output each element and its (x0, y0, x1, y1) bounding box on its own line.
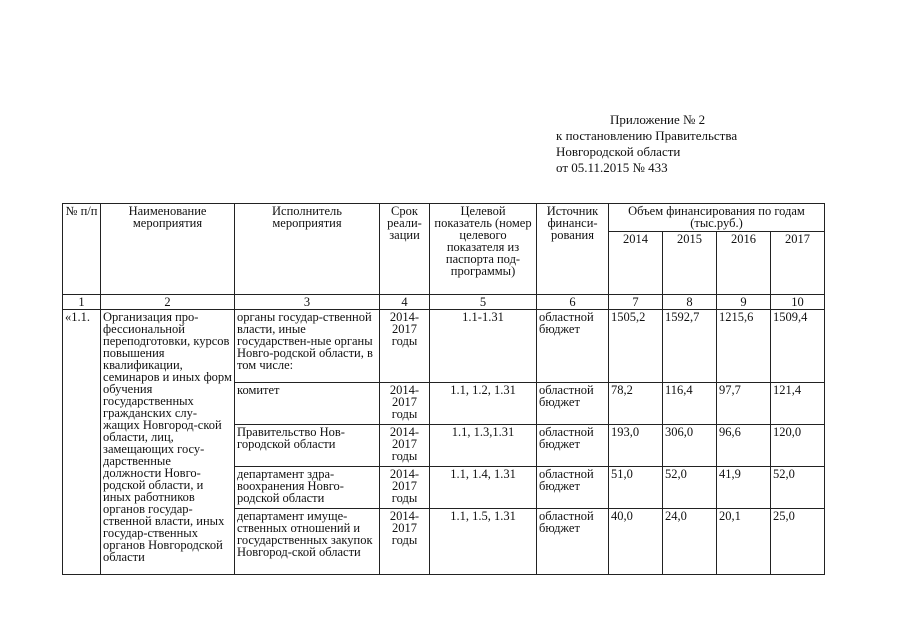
row-2016: 20,1 (717, 509, 771, 575)
appendix-region: Новгородской области (556, 144, 681, 159)
row-term: 2014-2017 годы (380, 509, 430, 575)
column-number: 9 (717, 295, 771, 310)
row-executor: департамент здра-воохранения Новго-родской области (235, 467, 380, 509)
row-2014: 78,2 (609, 383, 663, 425)
header-executor: Исполнитель мероприятия (235, 204, 380, 295)
row-2017: 25,0 (771, 509, 825, 575)
row-2017: 1509,4 (771, 310, 825, 383)
row-executor: департамент имуще-ственных отношений и государственных закупок Новгород-ской области (235, 509, 380, 575)
header-year-2015: 2015 (663, 232, 717, 295)
row-2016: 1215,6 (717, 310, 771, 383)
row-source: областной бюджет (537, 425, 609, 467)
row-2016: 41,9 (717, 467, 771, 509)
row-term: 2014-2017 годы (380, 310, 430, 383)
row-executor: Правительство Нов-городской области (235, 425, 380, 467)
column-number: 10 (771, 295, 825, 310)
row-term: 2014-2017 годы (380, 467, 430, 509)
appendix-date: от 05.11.2015 № 433 (556, 160, 668, 175)
row-source: областной бюджет (537, 509, 609, 575)
row-2015: 306,0 (663, 425, 717, 467)
header-indicator: Целевой показатель (номер целевого показателя из паспорта под-программы) (430, 204, 537, 295)
row-source: областной бюджет (537, 467, 609, 509)
row-2014: 51,0 (609, 467, 663, 509)
row-2015: 52,0 (663, 467, 717, 509)
row-2017: 120,0 (771, 425, 825, 467)
column-number: 3 (235, 295, 380, 310)
header-funding: Объем финансирования по годам (тыс.руб.) (609, 204, 825, 232)
funding-table (62, 203, 825, 575)
column-number: 6 (537, 295, 609, 310)
appendix-title: Приложение № 2 (610, 112, 706, 127)
row-2017: 121,4 (771, 383, 825, 425)
header-name: Наименование мероприятия (101, 204, 235, 295)
header-year-2016: 2016 (717, 232, 771, 295)
row-2016: 97,7 (717, 383, 771, 425)
column-numbers-row (63, 295, 825, 310)
column-number: 1 (63, 295, 101, 310)
item-number: «1.1. (63, 310, 101, 575)
column-number: 8 (663, 295, 717, 310)
row-executor: органы государ-ственной власти, иные государствен-ные органы Новго-родской области, в том числе: (235, 310, 380, 383)
row-indicator: 1.1, 1.2, 1.31 (430, 383, 537, 425)
row-indicator: 1.1, 1.5, 1.31 (430, 509, 537, 575)
row-2015: 1592,7 (663, 310, 717, 383)
header-term: Срок реали-зации (380, 204, 430, 295)
row-2015: 24,0 (663, 509, 717, 575)
row-indicator: 1.1, 1.4, 1.31 (430, 467, 537, 509)
header-year-2014: 2014 (609, 232, 663, 295)
column-number: 4 (380, 295, 430, 310)
appendix-header (556, 112, 737, 176)
header-num: № п/п (63, 204, 101, 295)
row-2016: 96,6 (717, 425, 771, 467)
row-indicator: 1.1, 1.3,1.31 (430, 425, 537, 467)
row-2014: 1505,2 (609, 310, 663, 383)
row-source: областной бюджет (537, 310, 609, 383)
header-year-2017: 2017 (771, 232, 825, 295)
row-2017: 52,0 (771, 467, 825, 509)
column-number: 5 (430, 295, 537, 310)
row-source: областной бюджет (537, 383, 609, 425)
row-2015: 116,4 (663, 383, 717, 425)
header-source: Источник финанси-рования (537, 204, 609, 295)
row-term: 2014-2017 годы (380, 425, 430, 467)
item-name: Организация про-фессиональной переподготовки, курсов повышения квалификации, семинаров и иных форм обучения государственных гражданских слу-жащих Новгород-ской области, лиц, замещающих госу-дарственные должности Новго-родской области, и иных работников органов государ-ственной власти, иных государ-ственных органов Новгородской области (101, 310, 235, 575)
column-number: 2 (101, 295, 235, 310)
appendix-resolution: к постановлению Правительства (556, 128, 738, 143)
row-2014: 193,0 (609, 425, 663, 467)
row-indicator: 1.1-1.31 (430, 310, 537, 383)
row-2014: 40,0 (609, 509, 663, 575)
row-term: 2014-2017 годы (380, 383, 430, 425)
row-executor: комитет (235, 383, 380, 425)
table-row (63, 310, 825, 383)
column-number: 7 (609, 295, 663, 310)
